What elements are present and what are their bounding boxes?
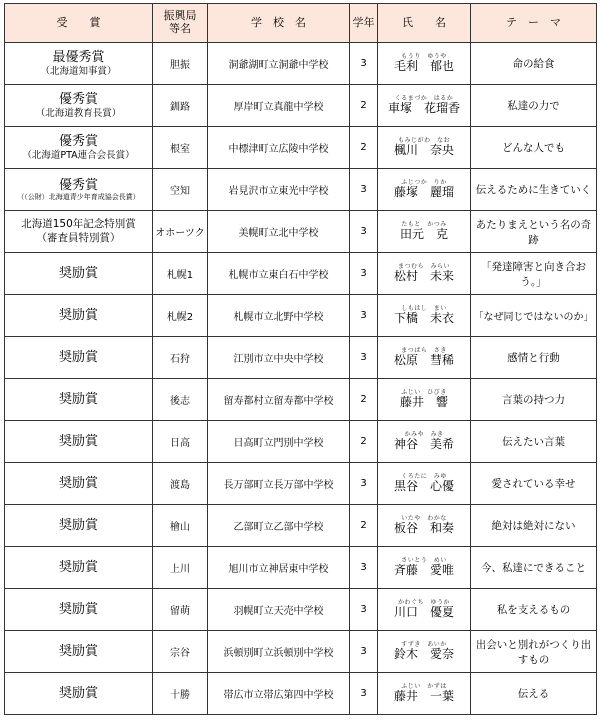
award-title: 北海道150年記念特別賞 xyxy=(21,218,136,231)
name-kanji: 鈴木 愛奈 xyxy=(393,646,454,661)
bureau-cell: 根室 xyxy=(153,127,208,169)
school-cell: 乙部町立乙部中学校 xyxy=(208,505,350,547)
name-kanji: 黒谷 心優 xyxy=(393,478,454,493)
name-reading: ふじつか りか xyxy=(401,178,447,186)
header-name: 氏 名 xyxy=(378,4,471,43)
school-cell: 日高町立門別中学校 xyxy=(208,421,350,463)
theme-cell: 感情と行動 xyxy=(471,337,597,379)
student-name xyxy=(394,348,454,368)
name-kanji: 楓川 奈央 xyxy=(393,142,454,157)
award-title: 奨励賞 xyxy=(58,559,98,575)
school-cell: 留寿都村立留寿都中学校 xyxy=(208,379,350,421)
name-kanji: 毛利 郁也 xyxy=(393,58,454,73)
name-cell xyxy=(378,127,471,169)
table-row xyxy=(5,631,597,673)
table-row xyxy=(5,169,597,211)
bureau-cell: 札幌1 xyxy=(153,253,208,295)
bureau-cell: 釧路 xyxy=(153,85,208,127)
award-cell xyxy=(5,253,153,295)
bureau-cell: オホーツク xyxy=(153,211,208,253)
student-name xyxy=(388,96,460,116)
theme-cell: あたりまえという名の奇跡 xyxy=(471,211,597,253)
name-kanji: 川口 優夏 xyxy=(393,604,454,619)
name-reading: くるまづか はるか xyxy=(394,94,454,102)
student-name xyxy=(394,138,454,158)
bureau-cell: 日高 xyxy=(153,421,208,463)
grade-cell: 3 xyxy=(350,673,378,715)
theme-cell: 「なぜ同じではないのか」 xyxy=(471,295,597,337)
award-cell xyxy=(5,631,153,673)
grade-cell: 3 xyxy=(350,589,378,631)
name-cell xyxy=(378,547,471,589)
name-kanji: 下橋 未衣 xyxy=(393,310,454,325)
award-cell xyxy=(5,673,153,715)
school-cell: 浜頓別町立浜頓別中学校 xyxy=(208,631,350,673)
award-cell xyxy=(5,211,153,253)
table-row xyxy=(5,505,597,547)
student-name xyxy=(394,474,454,494)
student-name xyxy=(400,390,448,410)
student-name xyxy=(394,264,454,284)
bureau-cell: 後志 xyxy=(153,379,208,421)
name-reading: しもはし まい xyxy=(401,304,447,312)
award-subtitle: （審査員特別賞） xyxy=(36,231,121,244)
bureau-cell: 空知 xyxy=(153,169,208,211)
name-reading: さいとう めい xyxy=(401,556,447,564)
award-title: 奨励賞 xyxy=(58,643,98,659)
student-name xyxy=(394,642,454,662)
award-cell xyxy=(5,547,153,589)
school-cell: 洞爺湖町立洞爺中学校 xyxy=(208,43,350,85)
award-title: 最優秀賞 xyxy=(52,50,105,65)
table-row xyxy=(5,673,597,715)
theme-cell: 絶対は絶対にない xyxy=(471,505,597,547)
grade-cell: 3 xyxy=(350,211,378,253)
name-reading: かみや みき xyxy=(404,430,444,438)
name-kanji: 板谷 和奏 xyxy=(393,520,454,535)
grade-cell: 3 xyxy=(350,43,378,85)
award-subtitle: （（公財）北海道青少年育成協会長賞） xyxy=(17,193,140,202)
bureau-cell: 上川 xyxy=(153,547,208,589)
award-cell xyxy=(5,505,153,547)
table-row xyxy=(5,295,597,337)
name-kanji: 斉藤 愛唯 xyxy=(393,562,454,577)
theme-cell: 今、私達にできること xyxy=(471,547,597,589)
bureau-cell: 留萌 xyxy=(153,589,208,631)
award-subtitle: （北海道知事賞） xyxy=(40,65,117,77)
school-cell: 羽幌町立天売中学校 xyxy=(208,589,350,631)
grade-cell: 3 xyxy=(350,253,378,295)
student-name xyxy=(394,516,454,536)
theme-cell: どんな人でも xyxy=(471,127,597,169)
name-reading: もうり ゆうや xyxy=(401,52,447,60)
name-cell xyxy=(378,295,471,337)
name-reading: まつばら さき xyxy=(401,346,447,354)
award-subtitle: （北海道教育長賞） xyxy=(35,107,122,119)
student-name xyxy=(394,54,454,74)
table-row xyxy=(5,337,597,379)
header-school: 学 校 名 xyxy=(208,4,350,43)
grade-cell: 3 xyxy=(350,463,378,505)
award-title: 奨励賞 xyxy=(58,391,98,407)
name-cell xyxy=(378,463,471,505)
award-title: 奨励賞 xyxy=(58,601,98,617)
school-cell: 厚岸町立真龍中学校 xyxy=(208,85,350,127)
school-cell: 美幌町立北中学校 xyxy=(208,211,350,253)
award-cell xyxy=(5,295,153,337)
student-name xyxy=(394,180,454,200)
theme-cell: 「発達障害と向き合おう。」 xyxy=(471,253,597,295)
award-cell xyxy=(5,463,153,505)
name-cell xyxy=(378,211,471,253)
school-cell: 札幌市立北野中学校 xyxy=(208,295,350,337)
award-title: 奨励賞 xyxy=(58,685,98,701)
school-cell: 長万部町立長万部中学校 xyxy=(208,463,350,505)
name-kanji: 田元 克 xyxy=(399,226,448,241)
header-theme: テ ー マ xyxy=(471,4,597,43)
bureau-cell: 宗谷 xyxy=(153,631,208,673)
award-title: 奨励賞 xyxy=(58,517,98,533)
table-row xyxy=(5,43,597,85)
name-cell xyxy=(378,673,471,715)
name-reading: すずき あいか xyxy=(401,640,447,648)
name-reading: まつむら みらい xyxy=(397,262,450,270)
table-row xyxy=(5,547,597,589)
award-cell xyxy=(5,337,153,379)
name-reading: ふじい ひびき xyxy=(401,388,447,396)
theme-cell: 私達の力で xyxy=(471,85,597,127)
name-kanji: 藤井 響 xyxy=(399,394,448,409)
name-cell xyxy=(378,421,471,463)
name-reading: ふじい かずは xyxy=(401,682,447,690)
award-cell xyxy=(5,589,153,631)
name-kanji: 藤塚 麗瑠 xyxy=(393,184,454,199)
grade-cell: 2 xyxy=(350,505,378,547)
name-kanji: 藤井 一葉 xyxy=(393,688,454,703)
header-row xyxy=(5,4,597,43)
school-cell: 帯広市立帯広第四中学校 xyxy=(208,673,350,715)
bureau-cell: 札幌2 xyxy=(153,295,208,337)
name-reading: もみじがわ なお xyxy=(397,136,450,144)
name-reading: くろたに みゆ xyxy=(401,472,447,480)
school-cell: 江別市立中央中学校 xyxy=(208,337,350,379)
name-cell xyxy=(378,43,471,85)
student-name xyxy=(400,222,448,242)
grade-cell: 3 xyxy=(350,295,378,337)
theme-cell: 出会いと別れがつくり出すもの xyxy=(471,631,597,673)
awards-table xyxy=(4,3,597,715)
school-cell: 旭川市立神居東中学校 xyxy=(208,547,350,589)
bureau-cell: 檜山 xyxy=(153,505,208,547)
name-cell xyxy=(378,169,471,211)
table-row xyxy=(5,421,597,463)
theme-cell: 命の給食 xyxy=(471,43,597,85)
name-kanji: 神谷 美希 xyxy=(393,436,454,451)
name-cell xyxy=(378,337,471,379)
grade-cell: 2 xyxy=(350,127,378,169)
bureau-cell: 渡島 xyxy=(153,463,208,505)
student-name xyxy=(394,684,454,704)
bureau-cell: 胆振 xyxy=(153,43,208,85)
name-kanji: 車塚 花瑠香 xyxy=(387,100,460,115)
school-cell: 岩見沢市立東光中学校 xyxy=(208,169,350,211)
grade-cell: 2 xyxy=(350,85,378,127)
name-reading: いたや わかな xyxy=(401,514,447,522)
award-title: 優秀賞 xyxy=(58,134,98,149)
name-cell xyxy=(378,253,471,295)
table-row xyxy=(5,253,597,295)
award-title: 奨励賞 xyxy=(58,475,98,491)
award-title: 奨励賞 xyxy=(58,265,98,281)
name-kanji: 松原 彗稀 xyxy=(393,352,454,367)
theme-cell: 伝えたい言葉 xyxy=(471,421,597,463)
header-award: 受 賞 xyxy=(5,4,153,43)
grade-cell: 3 xyxy=(350,631,378,673)
theme-cell: 愛されている幸せ xyxy=(471,463,597,505)
theme-cell: 言葉の持つ力 xyxy=(471,379,597,421)
bureau-cell: 十勝 xyxy=(153,673,208,715)
award-cell xyxy=(5,43,153,85)
grade-cell: 3 xyxy=(350,169,378,211)
theme-cell: 私を支えるもの xyxy=(471,589,597,631)
name-cell xyxy=(378,631,471,673)
award-cell xyxy=(5,127,153,169)
table-row xyxy=(5,211,597,253)
grade-cell: 2 xyxy=(350,379,378,421)
award-cell xyxy=(5,85,153,127)
award-title: 優秀賞 xyxy=(58,92,98,107)
name-cell xyxy=(378,589,471,631)
table-row xyxy=(5,127,597,169)
name-reading: たもと かつみ xyxy=(401,220,447,228)
award-title: 奨励賞 xyxy=(58,349,98,365)
school-cell: 中標津町立広陵中学校 xyxy=(208,127,350,169)
award-title: 奨励賞 xyxy=(58,433,98,449)
table-row xyxy=(5,85,597,127)
award-title: 優秀賞 xyxy=(58,177,98,193)
grade-cell: 2 xyxy=(350,421,378,463)
award-cell xyxy=(5,169,153,211)
award-cell xyxy=(5,379,153,421)
school-cell: 札幌市立東白石中学校 xyxy=(208,253,350,295)
student-name xyxy=(394,558,454,578)
name-reading: かわぐち ゆうか xyxy=(397,598,450,606)
header-bureau-label: 振興局等名 xyxy=(163,9,197,35)
student-name xyxy=(394,432,454,452)
table-row xyxy=(5,463,597,505)
award-subtitle: （北海道PTA連合会長賞） xyxy=(22,149,135,161)
table-row xyxy=(5,589,597,631)
award-cell xyxy=(5,421,153,463)
bureau-cell: 石狩 xyxy=(153,337,208,379)
header-bureau xyxy=(153,4,208,43)
table-row xyxy=(5,379,597,421)
name-cell xyxy=(378,85,471,127)
theme-cell: 伝えるために生きていく xyxy=(471,169,597,211)
student-name xyxy=(394,306,454,326)
grade-cell: 3 xyxy=(350,547,378,589)
name-cell xyxy=(378,379,471,421)
grade-cell: 3 xyxy=(350,337,378,379)
theme-cell: 伝える xyxy=(471,673,597,715)
award-title: 奨励賞 xyxy=(58,307,98,323)
student-name xyxy=(394,600,454,620)
name-kanji: 松村 未来 xyxy=(393,268,454,283)
name-cell xyxy=(378,505,471,547)
header-grade: 学年 xyxy=(350,4,378,43)
